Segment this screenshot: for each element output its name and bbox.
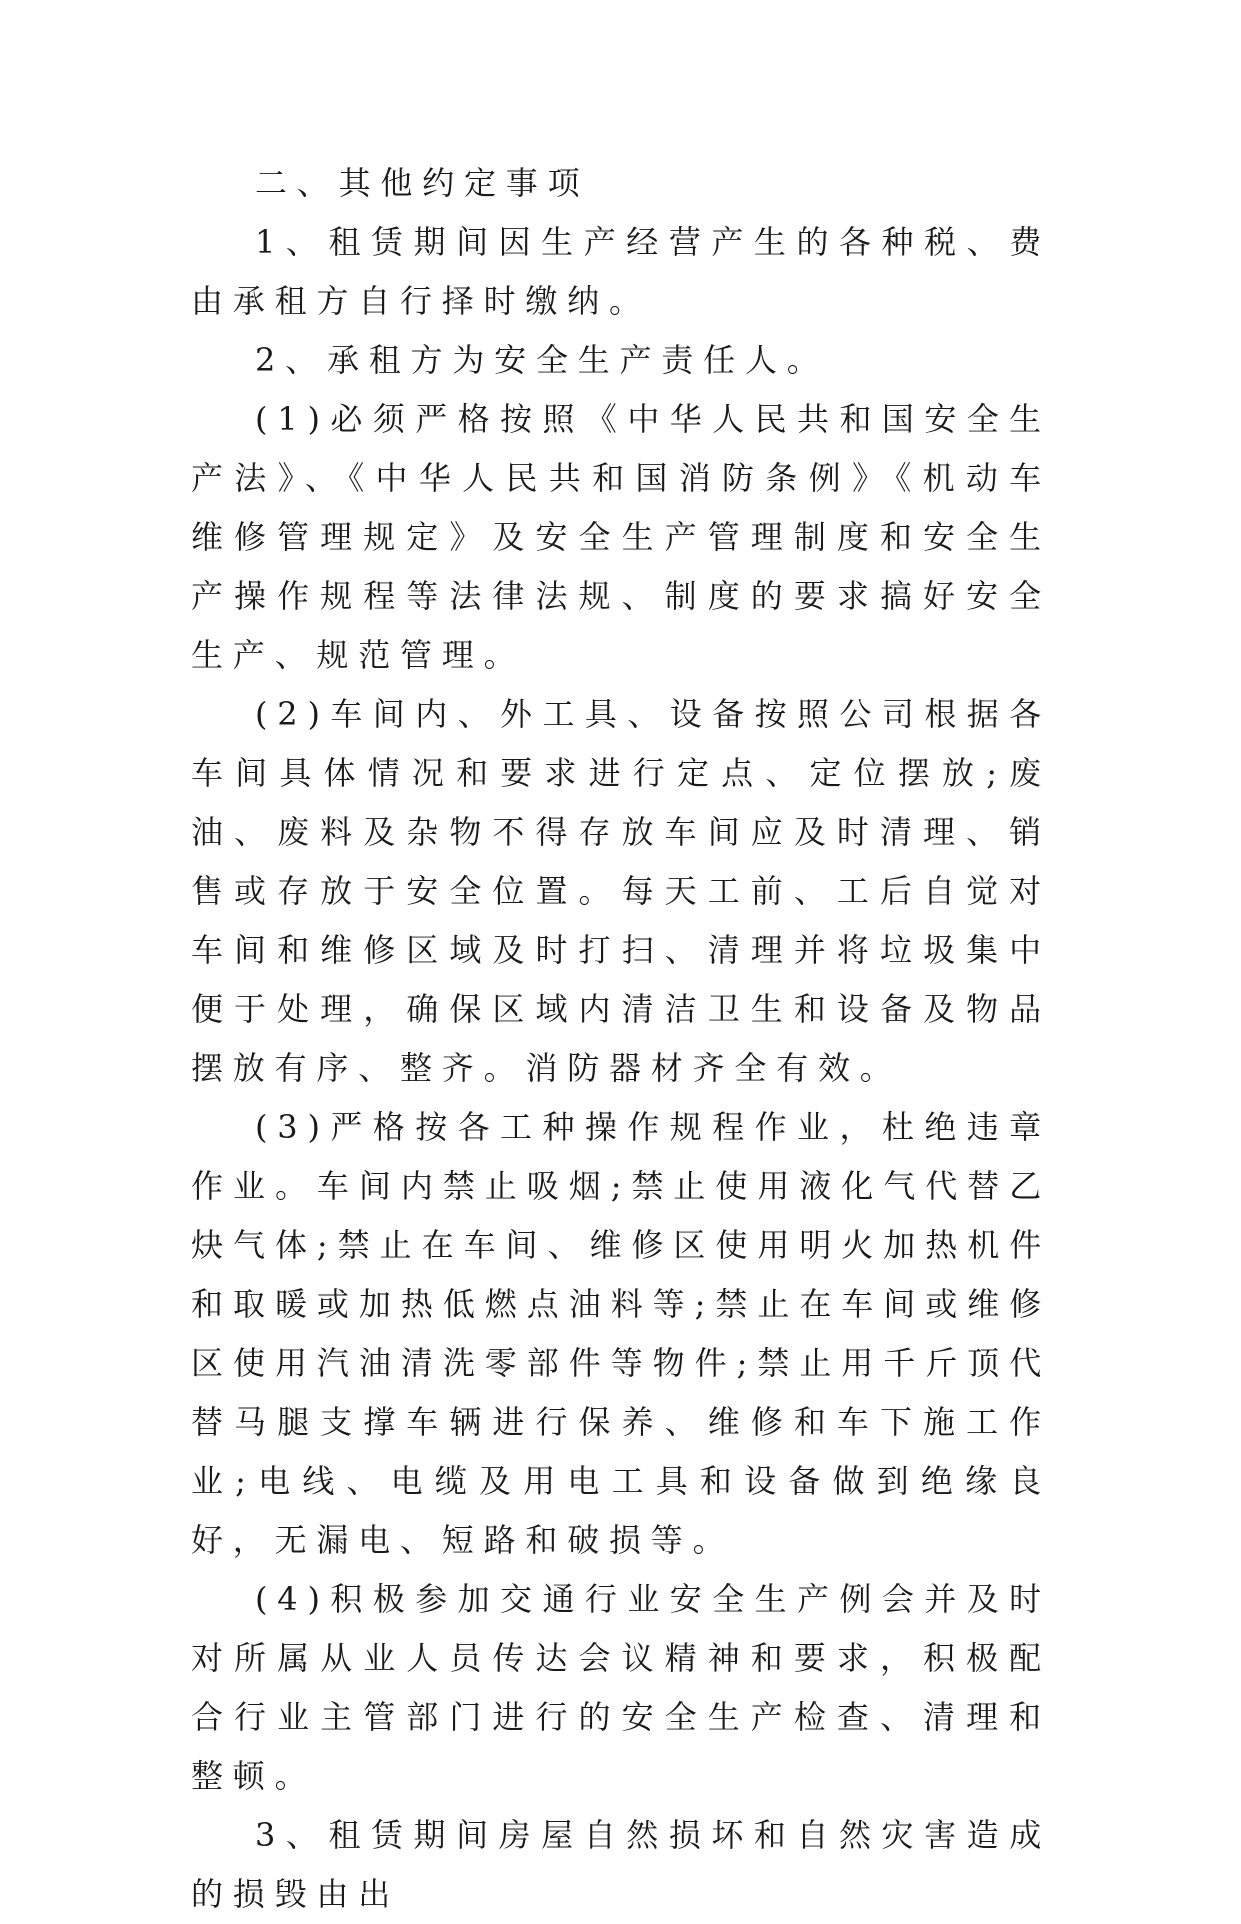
section-heading: 二、其他约定事项 [255,164,590,202]
clause-2-1-legal-compliance: (1)必须严格按照《中华人民共和国安全生产法》、《中华人民共和国消防条例》《机动车维修管理规定》及安全生产管理制度和安全生产操作规程等法律法规、制度的要求搞好安全生产、规范管理。 [191,400,1051,674]
clause-2-2-workshop-order: (2)车间内、外工具、设备按照公司根据各车间具体情况和要求进行定点、定位摆放;废油、废料及杂物不得存放车间应及时清理、销售或存放于安全位置。每天工前、工后自觉对车间和维修区域及时打扫、清理并将垃圾集中便于处理，确保区域内清洁卫生和设备及物品摆放有序、整齐。消防器材齐全有效。 [191,695,1051,1087]
clause-2-3-operation-rules: (3)严格按各工种操作规程作业，杜绝违章作业。车间内禁止吸烟;禁止使用液化气代替乙炔气体;禁止在车间、维修区使用明火加热机件和取暖或加热低燃点油料等;禁止在车间或维修区使用汽油清洗零部件等物件;禁止用千斤顶代替马腿支撑车辆进行保养、维修和车下施工作业;电线、电缆及用电工具和设备做到绝缘良好，无漏电、短路和破损等。 [191,1108,1051,1559]
clause-3-damage-liability: 3、租赁期间房屋自然损坏和自然灾害造成的损毁由出 [191,1816,1051,1913]
document-page [191,154,1051,1924]
clause-2-4-safety-meetings: (4)积极参加交通行业安全生产例会并及时对所属从业人员传达会议精神和要求，积极配合行业主管部门进行的安全生产检查、清理和整顿。 [191,1580,1051,1795]
clause-2-safety-responsibility: 2、承租方为安全生产责任人。 [255,341,829,379]
clause-1-taxes: 1、租赁期间因生产经营产生的各种税、费由承租方自行择时缴纳。 [191,223,1051,320]
